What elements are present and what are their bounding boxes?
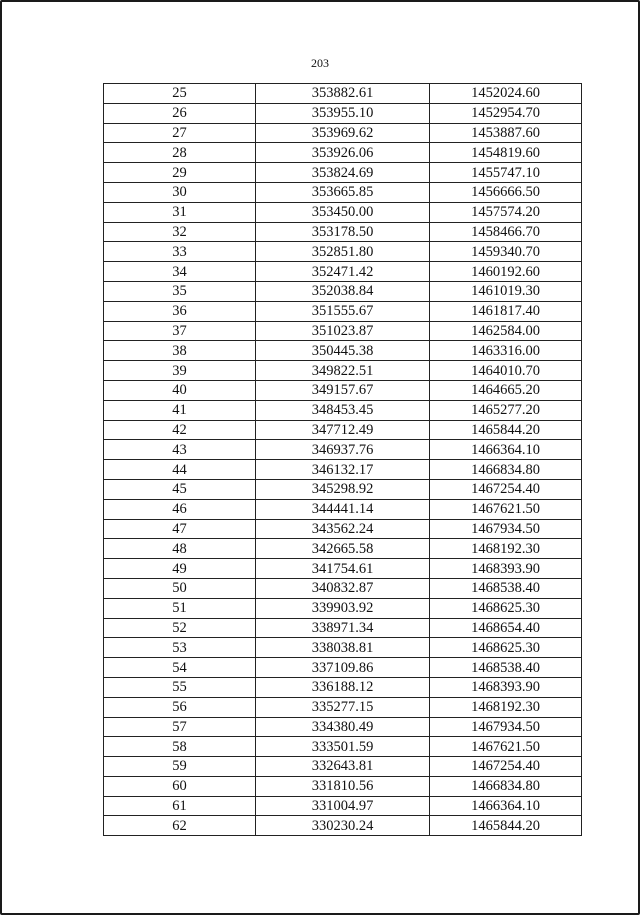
point-number-cell: 61 bbox=[104, 796, 256, 816]
x-coordinate-cell: 353955.10 bbox=[256, 103, 430, 123]
point-number-cell: 55 bbox=[104, 677, 256, 697]
x-coordinate-cell: 336188.12 bbox=[256, 677, 430, 697]
y-coordinate-cell: 1461019.30 bbox=[430, 281, 582, 301]
y-coordinate-cell: 1455747.10 bbox=[430, 163, 582, 183]
point-number-cell: 48 bbox=[104, 539, 256, 559]
table-row bbox=[104, 440, 582, 460]
y-coordinate-cell: 1467934.50 bbox=[430, 519, 582, 539]
point-number-cell: 37 bbox=[104, 321, 256, 341]
y-coordinate-cell: 1468625.30 bbox=[430, 598, 582, 618]
y-coordinate-cell: 1464010.70 bbox=[430, 361, 582, 381]
y-coordinate-cell: 1458466.70 bbox=[430, 222, 582, 242]
y-coordinate-cell: 1465277.20 bbox=[430, 400, 582, 420]
x-coordinate-cell: 339903.92 bbox=[256, 598, 430, 618]
y-coordinate-cell: 1467621.50 bbox=[430, 737, 582, 757]
x-coordinate-cell: 344441.14 bbox=[256, 499, 430, 519]
x-coordinate-cell: 338038.81 bbox=[256, 638, 430, 658]
point-number-cell: 35 bbox=[104, 281, 256, 301]
table-row bbox=[104, 816, 582, 836]
x-coordinate-cell: 346937.76 bbox=[256, 440, 430, 460]
y-coordinate-cell: 1466364.10 bbox=[430, 796, 582, 816]
point-number-cell: 39 bbox=[104, 361, 256, 381]
y-coordinate-cell: 1468393.90 bbox=[430, 559, 582, 579]
x-coordinate-cell: 353665.85 bbox=[256, 182, 430, 202]
point-number-cell: 50 bbox=[104, 578, 256, 598]
table-row bbox=[104, 776, 582, 796]
point-number-cell: 46 bbox=[104, 499, 256, 519]
table-row bbox=[104, 519, 582, 539]
table-row bbox=[104, 163, 582, 183]
point-number-cell: 57 bbox=[104, 717, 256, 737]
y-coordinate-cell: 1456666.50 bbox=[430, 182, 582, 202]
x-coordinate-cell: 348453.45 bbox=[256, 400, 430, 420]
table-row bbox=[104, 222, 582, 242]
y-coordinate-cell: 1466834.80 bbox=[430, 460, 582, 480]
point-number-cell: 49 bbox=[104, 559, 256, 579]
table-row bbox=[104, 84, 582, 104]
x-coordinate-cell: 346132.17 bbox=[256, 460, 430, 480]
y-coordinate-cell: 1466364.10 bbox=[430, 440, 582, 460]
x-coordinate-cell: 353450.00 bbox=[256, 202, 430, 222]
y-coordinate-cell: 1452954.70 bbox=[430, 103, 582, 123]
y-coordinate-cell: 1464665.20 bbox=[430, 380, 582, 400]
coordinates-table-body bbox=[104, 84, 582, 836]
x-coordinate-cell: 353882.61 bbox=[256, 84, 430, 104]
point-number-cell: 43 bbox=[104, 440, 256, 460]
x-coordinate-cell: 352038.84 bbox=[256, 281, 430, 301]
point-number-cell: 60 bbox=[104, 776, 256, 796]
point-number-cell: 41 bbox=[104, 400, 256, 420]
y-coordinate-cell: 1457574.20 bbox=[430, 202, 582, 222]
table-row bbox=[104, 677, 582, 697]
table-row bbox=[104, 539, 582, 559]
y-coordinate-cell: 1468192.30 bbox=[430, 539, 582, 559]
point-number-cell: 58 bbox=[104, 737, 256, 757]
y-coordinate-cell: 1466834.80 bbox=[430, 776, 582, 796]
x-coordinate-cell: 337109.86 bbox=[256, 658, 430, 678]
point-number-cell: 51 bbox=[104, 598, 256, 618]
y-coordinate-cell: 1461817.40 bbox=[430, 301, 582, 321]
x-coordinate-cell: 330230.24 bbox=[256, 816, 430, 836]
y-coordinate-cell: 1460192.60 bbox=[430, 262, 582, 282]
x-coordinate-cell: 331004.97 bbox=[256, 796, 430, 816]
point-number-cell: 36 bbox=[104, 301, 256, 321]
point-number-cell: 28 bbox=[104, 143, 256, 163]
table-row bbox=[104, 578, 582, 598]
x-coordinate-cell: 350445.38 bbox=[256, 341, 430, 361]
table-row bbox=[104, 262, 582, 282]
x-coordinate-cell: 353926.06 bbox=[256, 143, 430, 163]
x-coordinate-cell: 352851.80 bbox=[256, 242, 430, 262]
y-coordinate-cell: 1468538.40 bbox=[430, 578, 582, 598]
y-coordinate-cell: 1452024.60 bbox=[430, 84, 582, 104]
table-row bbox=[104, 499, 582, 519]
table-row bbox=[104, 361, 582, 381]
point-number-cell: 47 bbox=[104, 519, 256, 539]
point-number-cell: 40 bbox=[104, 380, 256, 400]
y-coordinate-cell: 1468192.30 bbox=[430, 697, 582, 717]
y-coordinate-cell: 1467934.50 bbox=[430, 717, 582, 737]
point-number-cell: 42 bbox=[104, 420, 256, 440]
y-coordinate-cell: 1465844.20 bbox=[430, 816, 582, 836]
table-row bbox=[104, 479, 582, 499]
point-number-cell: 33 bbox=[104, 242, 256, 262]
table-row bbox=[104, 281, 582, 301]
x-coordinate-cell: 345298.92 bbox=[256, 479, 430, 499]
point-number-cell: 52 bbox=[104, 618, 256, 638]
table-row bbox=[104, 697, 582, 717]
table-row bbox=[104, 460, 582, 480]
y-coordinate-cell: 1468393.90 bbox=[430, 677, 582, 697]
y-coordinate-cell: 1465844.20 bbox=[430, 420, 582, 440]
table-row bbox=[104, 202, 582, 222]
x-coordinate-cell: 342665.58 bbox=[256, 539, 430, 559]
point-number-cell: 59 bbox=[104, 757, 256, 777]
x-coordinate-cell: 335277.15 bbox=[256, 697, 430, 717]
table-row bbox=[104, 420, 582, 440]
x-coordinate-cell: 353178.50 bbox=[256, 222, 430, 242]
table-row bbox=[104, 757, 582, 777]
table-row bbox=[104, 717, 582, 737]
x-coordinate-cell: 334380.49 bbox=[256, 717, 430, 737]
x-coordinate-cell: 333501.59 bbox=[256, 737, 430, 757]
point-number-cell: 56 bbox=[104, 697, 256, 717]
y-coordinate-cell: 1467254.40 bbox=[430, 757, 582, 777]
point-number-cell: 30 bbox=[104, 182, 256, 202]
table-row bbox=[104, 598, 582, 618]
page-number: 203 bbox=[311, 56, 329, 70]
coordinates-table bbox=[103, 83, 582, 836]
table-row bbox=[104, 559, 582, 579]
table-row bbox=[104, 737, 582, 757]
table-row bbox=[104, 143, 582, 163]
y-coordinate-cell: 1463316.00 bbox=[430, 341, 582, 361]
y-coordinate-cell: 1468625.30 bbox=[430, 638, 582, 658]
x-coordinate-cell: 338971.34 bbox=[256, 618, 430, 638]
table-row bbox=[104, 242, 582, 262]
table-row bbox=[104, 380, 582, 400]
y-coordinate-cell: 1468538.40 bbox=[430, 658, 582, 678]
point-number-cell: 45 bbox=[104, 479, 256, 499]
point-number-cell: 31 bbox=[104, 202, 256, 222]
point-number-cell: 62 bbox=[104, 816, 256, 836]
x-coordinate-cell: 353824.69 bbox=[256, 163, 430, 183]
y-coordinate-cell: 1453887.60 bbox=[430, 123, 582, 143]
point-number-cell: 32 bbox=[104, 222, 256, 242]
table-row bbox=[104, 658, 582, 678]
table-row bbox=[104, 341, 582, 361]
point-number-cell: 27 bbox=[104, 123, 256, 143]
x-coordinate-cell: 343562.24 bbox=[256, 519, 430, 539]
table-row bbox=[104, 103, 582, 123]
x-coordinate-cell: 347712.49 bbox=[256, 420, 430, 440]
table-row bbox=[104, 182, 582, 202]
point-number-cell: 26 bbox=[104, 103, 256, 123]
x-coordinate-cell: 352471.42 bbox=[256, 262, 430, 282]
y-coordinate-cell: 1468654.40 bbox=[430, 618, 582, 638]
point-number-cell: 38 bbox=[104, 341, 256, 361]
x-coordinate-cell: 349157.67 bbox=[256, 380, 430, 400]
x-coordinate-cell: 353969.62 bbox=[256, 123, 430, 143]
point-number-cell: 34 bbox=[104, 262, 256, 282]
table-row bbox=[104, 796, 582, 816]
table-row bbox=[104, 618, 582, 638]
point-number-cell: 53 bbox=[104, 638, 256, 658]
table-row bbox=[104, 638, 582, 658]
y-coordinate-cell: 1454819.60 bbox=[430, 143, 582, 163]
x-coordinate-cell: 349822.51 bbox=[256, 361, 430, 381]
y-coordinate-cell: 1467621.50 bbox=[430, 499, 582, 519]
point-number-cell: 25 bbox=[104, 84, 256, 104]
x-coordinate-cell: 351023.87 bbox=[256, 321, 430, 341]
y-coordinate-cell: 1467254.40 bbox=[430, 479, 582, 499]
x-coordinate-cell: 340832.87 bbox=[256, 578, 430, 598]
point-number-cell: 54 bbox=[104, 658, 256, 678]
table-row bbox=[104, 301, 582, 321]
y-coordinate-cell: 1462584.00 bbox=[430, 321, 582, 341]
point-number-cell: 44 bbox=[104, 460, 256, 480]
table-row bbox=[104, 321, 582, 341]
point-number-cell: 29 bbox=[104, 163, 256, 183]
x-coordinate-cell: 332643.81 bbox=[256, 757, 430, 777]
x-coordinate-cell: 331810.56 bbox=[256, 776, 430, 796]
x-coordinate-cell: 341754.61 bbox=[256, 559, 430, 579]
y-coordinate-cell: 1459340.70 bbox=[430, 242, 582, 262]
table-row bbox=[104, 400, 582, 420]
x-coordinate-cell: 351555.67 bbox=[256, 301, 430, 321]
table-row bbox=[104, 123, 582, 143]
